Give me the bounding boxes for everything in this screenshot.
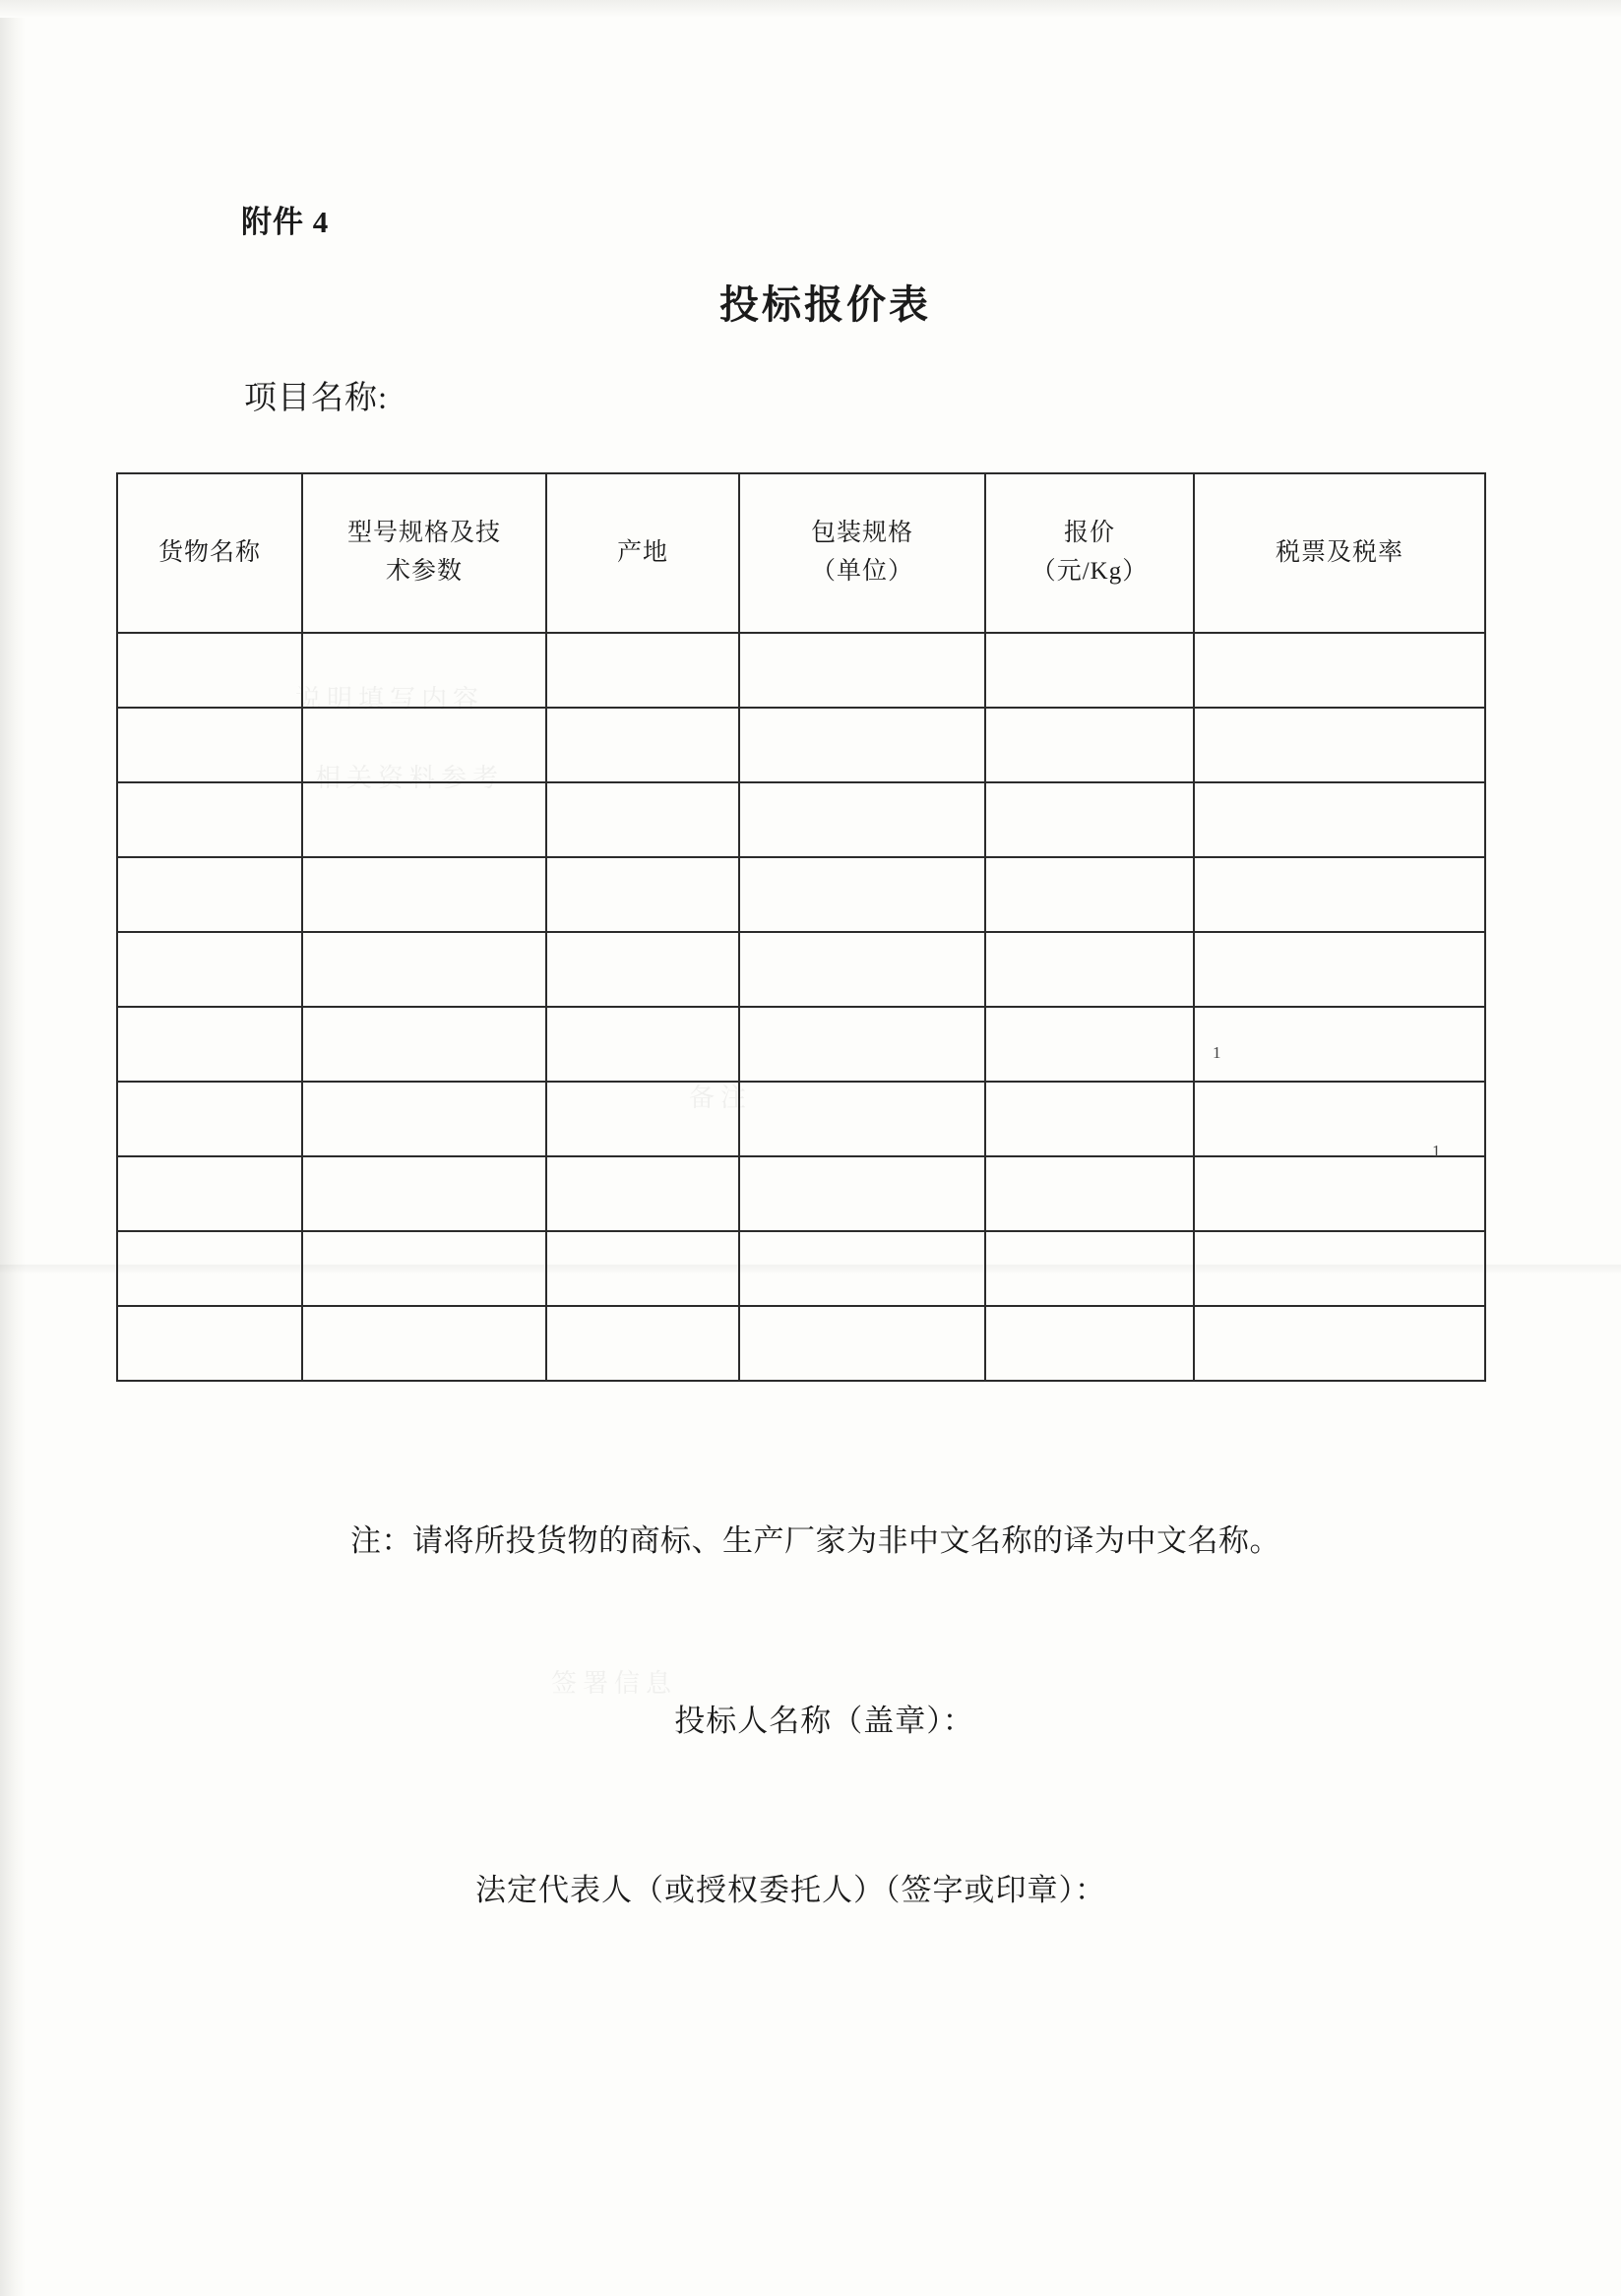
header-line-1: 报价 <box>1063 520 1115 547</box>
cell-goods-name[interactable] <box>117 1231 302 1306</box>
cell-invoice-tax-rate[interactable] <box>1194 782 1485 857</box>
column-header-price <box>985 473 1194 633</box>
bid-price-table <box>116 472 1486 1382</box>
header-line-2: （单位） <box>810 558 913 585</box>
table-row <box>117 782 1485 857</box>
cell-invoice-tax-rate[interactable] <box>1194 1306 1485 1381</box>
table-body <box>117 633 1485 1381</box>
table-note-text: 注：请将所投货物的商标、生产厂家为非中文名称的译为中文名称。 <box>350 1523 1280 1558</box>
table-row <box>117 1231 1485 1306</box>
column-header-packaging-spec <box>739 473 985 633</box>
cell-price[interactable] <box>985 633 1194 708</box>
header-line-1: 税票及税率 <box>1275 538 1403 566</box>
header-line-1: 产地 <box>616 538 668 566</box>
cell-price[interactable] <box>985 782 1194 857</box>
project-name-label: 项目名称: <box>244 381 389 416</box>
bidder-name-label: 投标人名称（盖章）： <box>674 1704 974 1738</box>
cell-model-spec[interactable] <box>302 1156 546 1231</box>
cell-model-spec[interactable] <box>302 1306 546 1381</box>
cell-origin[interactable] <box>546 1156 739 1231</box>
cell-invoice-tax-rate[interactable] <box>1194 1156 1485 1231</box>
cell-goods-name[interactable] <box>117 857 302 932</box>
table-row <box>117 1306 1485 1381</box>
cell-price[interactable] <box>985 1156 1194 1231</box>
table-header-row <box>117 473 1485 633</box>
header-line-2: （元/Kg） <box>1030 558 1149 585</box>
bleed-through-ghost: 签署信息 <box>551 1669 678 1698</box>
cell-packaging-spec[interactable] <box>739 1306 985 1381</box>
cell-model-spec[interactable] <box>302 1082 546 1156</box>
cell-origin[interactable] <box>546 782 739 857</box>
cell-price[interactable] <box>985 708 1194 782</box>
cell-invoice-tax-rate[interactable] <box>1194 857 1485 932</box>
stray-pencil-mark: 1 <box>1213 1043 1221 1062</box>
table-row <box>117 932 1485 1007</box>
column-header-origin <box>546 473 739 633</box>
cell-packaging-spec[interactable] <box>739 708 985 782</box>
cell-price[interactable] <box>985 1306 1194 1381</box>
table-row <box>117 1156 1485 1231</box>
cell-model-spec[interactable] <box>302 1007 546 1082</box>
cell-goods-name[interactable] <box>117 932 302 1007</box>
header-line-1: 货物名称 <box>157 538 261 566</box>
bleed-through-ghost: 备注 <box>689 1084 753 1112</box>
column-header-goods-name <box>117 473 302 633</box>
cell-model-spec[interactable] <box>302 708 546 782</box>
cell-model-spec[interactable] <box>302 857 546 932</box>
cell-origin[interactable] <box>546 1231 739 1306</box>
header-line-2: 术参数 <box>385 558 463 585</box>
cell-packaging-spec[interactable] <box>739 1082 985 1156</box>
cell-packaging-spec[interactable] <box>739 1007 985 1082</box>
legal-representative-label: 法定代表人（或授权委托人）（签字或印章）： <box>475 1873 1106 1907</box>
cell-model-spec[interactable] <box>302 932 546 1007</box>
column-header-model-spec <box>302 473 546 633</box>
cell-packaging-spec[interactable] <box>739 782 985 857</box>
cell-origin[interactable] <box>546 857 739 932</box>
table-row <box>117 1007 1485 1082</box>
attachment-label: 附件 4 <box>241 205 330 239</box>
bleed-through-ghost: 相关资料参考 <box>315 764 505 792</box>
table-row <box>117 1082 1485 1156</box>
cell-price[interactable] <box>985 932 1194 1007</box>
cell-invoice-tax-rate[interactable] <box>1194 1007 1485 1082</box>
cell-packaging-spec[interactable] <box>739 633 985 708</box>
cell-invoice-tax-rate[interactable] <box>1194 1231 1485 1306</box>
header-line-1: 包装规格 <box>810 520 913 547</box>
cell-packaging-spec[interactable] <box>739 1156 985 1231</box>
page-title-text: 投标报价表 <box>719 282 931 327</box>
table-note <box>0 1516 1621 1560</box>
cell-invoice-tax-rate[interactable] <box>1194 708 1485 782</box>
scan-edge-top <box>0 0 1621 18</box>
stray-pencil-mark: 1 <box>1432 1142 1441 1160</box>
cell-packaging-spec[interactable] <box>739 857 985 932</box>
cell-price[interactable] <box>985 857 1194 932</box>
cell-invoice-tax-rate[interactable] <box>1194 932 1485 1007</box>
table-row <box>117 633 1485 708</box>
cell-model-spec[interactable] <box>302 1231 546 1306</box>
cell-price[interactable] <box>985 1231 1194 1306</box>
cell-invoice-tax-rate[interactable] <box>1194 633 1485 708</box>
table-row <box>117 857 1485 932</box>
cell-price[interactable] <box>985 1007 1194 1082</box>
bleed-through-ghost: 说明填写内容 <box>295 685 485 714</box>
cell-model-spec[interactable] <box>302 633 546 708</box>
cell-origin[interactable] <box>546 1306 739 1381</box>
scan-edge-left <box>0 0 26 2296</box>
cell-goods-name[interactable] <box>117 1082 302 1156</box>
cell-origin[interactable] <box>546 708 739 782</box>
header-line-1: 型号规格及技 <box>346 520 501 547</box>
cell-goods-name[interactable] <box>117 782 302 857</box>
legal-representative-field <box>0 1865 1621 1909</box>
cell-goods-name[interactable] <box>117 1156 302 1231</box>
cell-goods-name[interactable] <box>117 1306 302 1381</box>
cell-packaging-spec[interactable] <box>739 1231 985 1306</box>
cell-origin[interactable] <box>546 932 739 1007</box>
cell-model-spec[interactable] <box>302 782 546 857</box>
bidder-name-field <box>0 1696 1621 1740</box>
cell-invoice-tax-rate[interactable] <box>1194 1082 1485 1156</box>
cell-origin[interactable] <box>546 1082 739 1156</box>
cell-goods-name[interactable] <box>117 1007 302 1082</box>
column-header-invoice-tax-rate <box>1194 473 1485 633</box>
cell-price[interactable] <box>985 1082 1194 1156</box>
table-row <box>117 708 1485 782</box>
page-title <box>0 274 1621 330</box>
cell-goods-name[interactable] <box>117 633 302 708</box>
cell-packaging-spec[interactable] <box>739 932 985 1007</box>
cell-origin[interactable] <box>546 1007 739 1082</box>
cell-goods-name[interactable] <box>117 708 302 782</box>
cell-origin[interactable] <box>546 633 739 708</box>
